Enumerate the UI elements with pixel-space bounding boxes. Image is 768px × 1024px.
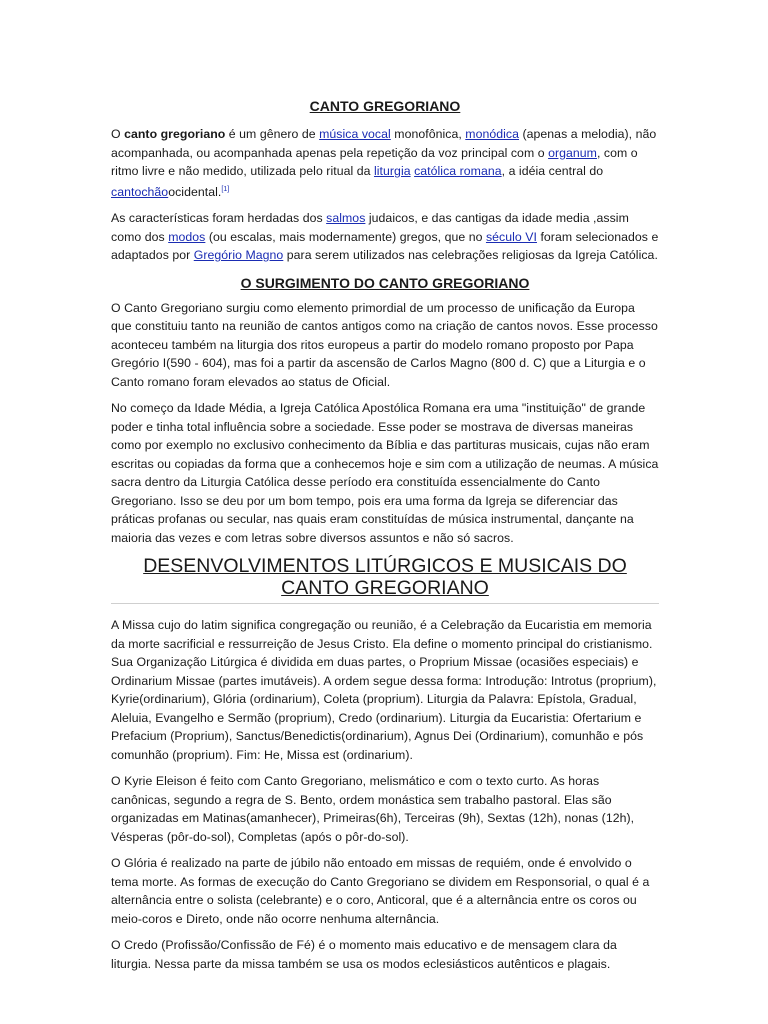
document-title: CANTO GREGORIANO bbox=[309, 98, 461, 114]
desenvolvimentos-paragraph-3: O Glória é realizado na parte de júbilo não entoado em missas de requiém, onde é envolvido o tema morte. As formas de execução do Canto Gregoriano se dividem em Responsorial, o qual é a alternância entre o solista (celebrante) e o coro, Anticoral, que é a alternância entre os coros ou meio-coros e Direto, onde não ocorre nenhuma alternância. bbox=[111, 856, 650, 926]
section-heading-desenvolvimentos: DESENVOLVIMENTOS LITÚRGICOS E MUSICAIS DO CANTO GREGORIANO bbox=[111, 555, 659, 604]
footnote-ref[interactable]: [1] bbox=[221, 185, 230, 193]
link-cantochao[interactable]: cantochão bbox=[111, 184, 169, 199]
document-page bbox=[111, 96, 659, 981]
desenvolvimentos-paragraph-4: O Credo (Profissão/Confissão de Fé) é o momento mais educativo e de mensagem clara da liturgia. Nessa parte da missa também se usa os modos eclesiásticos autênticos e plagais. bbox=[111, 938, 617, 971]
section-heading-surgimento: O SURGIMENTO DO CANTO GREGORIANO bbox=[240, 274, 530, 291]
intro-paragraph: O canto gregoriano é um gênero de música vocal monofônica, monódica (apenas a melodia), não acompanhada, ou acompanhada apenas pela repetição da voz principal com o organum, com o ritmo livre e não medido, utilizada pelo ritual da liturgia católica romana, a idéia central do cantochãoocidental.[1] bbox=[111, 127, 657, 199]
link-modos[interactable]: modos bbox=[168, 229, 206, 244]
desenvolvimentos-paragraph-2: O Kyrie Eleison é feito com Canto Gregoriano, melismático e com o texto curto. As horas canônicas, segundo a regra de S. Bento, ordem monástica sem trabalho pastoral. Elas são organizadas em Matinas(amanhecer), Primeiras(6h), Terceiras (9h), Sextas (12h), nonas (12h), Vésperas (pôr-do-sol), Completas (após o pôr-do-sol). bbox=[111, 774, 635, 844]
link-catolica-romana[interactable]: católica romana bbox=[414, 164, 502, 178]
link-seculo-vi[interactable]: século VI bbox=[485, 229, 537, 244]
link-monodica[interactable]: monódica bbox=[465, 127, 520, 141]
link-musica-vocal[interactable]: música vocal bbox=[319, 127, 391, 141]
link-salmos[interactable]: salmos bbox=[326, 211, 366, 225]
surgimento-paragraph-1: O Canto Gregoriano surgiu como elemento primordial de um processo de unificação da Europa que constituiu tanto na reunião de cantos antigos como na criação de cantos novos. Esse processo aconteceu também na liturgia dos ritos europeus a partir do modelo romano proposto por Papa Gregório I(590 - 604), mas foi a partir da ascensão de Carlos Magno (800 d. C) que a Liturgia e o Canto romano foram elevados ao status de Oficial. bbox=[111, 300, 658, 389]
caracteristicas-paragraph: As características foram herdadas dos salmos judaicos, e das cantigas da idade media ,assim como dos modos (ou escalas, mais modernamente) gregos, que no século VI foram selecionados e adaptados por Gregório Magno para serem utilizados nas celebrações religiosas da Igreja Católica. bbox=[111, 211, 659, 262]
surgimento-paragraph-2: No começo da Idade Média, a Igreja Católica Apostólica Romana era uma "instituição" de grande poder e tinha total influência sobre a sociedade. Esse poder se mostrava de diversas maneiras como por exemplo no exclusivo conhecimento da Bíblia e das partituras musicais, cujas não eram escritas ou copiadas da forma que a conhecemos hoje e sim com a utilização de neumas. A música sacra dentro da Liturgia Católica desse período era constituída essencialmente do Canto Gregoriano. Isso se deu por um bom tempo, pois era uma forma da Igreja se diferenciar das práticas profanas ou secular, nas quais eram constituídas de música instrumental, dançante na maioria das vezes e com letras sobre diversos assuntos e não só sacros. bbox=[111, 401, 659, 545]
link-liturgia[interactable]: liturgia bbox=[373, 164, 411, 178]
link-gregorio-magno[interactable]: Gregório Magno bbox=[193, 248, 284, 262]
bold-term: canto gregoriano bbox=[124, 127, 226, 141]
desenvolvimentos-paragraph-1: A Missa cujo do latim significa congregação ou reunião, é a Celebração da Eucaristia em memoria da morte sacrificial e ressurreição de Jesus Cristo. Ela define o momento principal do cristianismo. Sua Organização Litúrgica é dividida em duas partes, o Proprium Missae (ocasiões especiais) e Ordinarium Missae (partes imutáveis). A ordem segue dessa forma: Introdução: Introtus (proprium), Kyrie(ordinarium), Glória (ordinarium), Coleta (proprium). Liturgia da Palavra: Epístola, Gradual, Aleluia, Evangelho e Sermão (proprium), Credo (ordinarium). Liturgia da Eucaristia: Ofertarium e Prefacium (Proprium), Sanctus/Benedictis(ordinarium), Agnus Dei (Ordinarium), comunhão e pós comunhão (proprium). Fim: He, Missa est (ordinarium). bbox=[111, 618, 657, 762]
link-organum[interactable]: organum bbox=[548, 145, 597, 160]
